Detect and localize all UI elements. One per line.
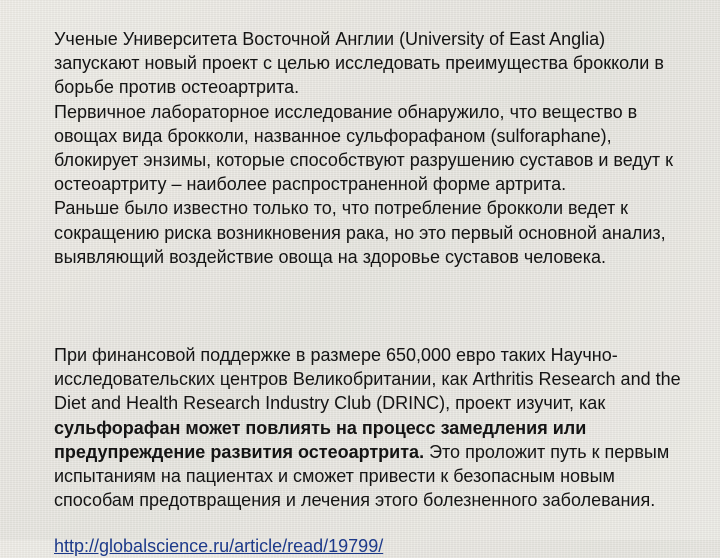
article-intro: [54, 27, 684, 269]
source-link[interactable]: http://globalscience.ru/article/read/19799/: [54, 536, 384, 556]
paragraph-lab-study: Первичное лабораторное исследование обнаружило, что вещество в овощах вида брокколи, названное сульфорафаном (sulforaphane), блокирует энзимы, которые способствуют разрушению суставов и ведут к остеоартриту – наиболее распространенной форме артрита.: [54, 101, 673, 195]
funding-outcome: Это проложит путь к первым испытаниям на пациентах и сможет привести к безопасным новым способам предотвращения и лечения этого болезненного заболевания.: [54, 441, 670, 511]
article-funding: [54, 343, 684, 512]
paragraph-intro: Ученые Университета Восточной Англии (University of East Anglia) запускают новый проект с целью исследовать преимущества брокколи в борьбе против остеоартрита.: [54, 29, 664, 98]
paragraph-funding: [54, 343, 684, 512]
funding-highlight: сульфорафан может повлиять на процесс замедления или предупреждение развития остеоартрита.: [54, 417, 587, 462]
paragraph-previous-knowledge: Раньше было известно только то, что потребление брокколи ведет к сокращению риска возникновения рака, но это первый основной анализ, выявляющий воздействие овоща на здоровье суставов человека.: [54, 198, 666, 267]
funding-text: При финансовой поддержке в размере 650,000 евро таких Научно-исследовательских центров Великобритании, как Arthritis Research and the Diet and Health Research Industry Club (DRINC), проект изучит, как: [54, 345, 681, 414]
